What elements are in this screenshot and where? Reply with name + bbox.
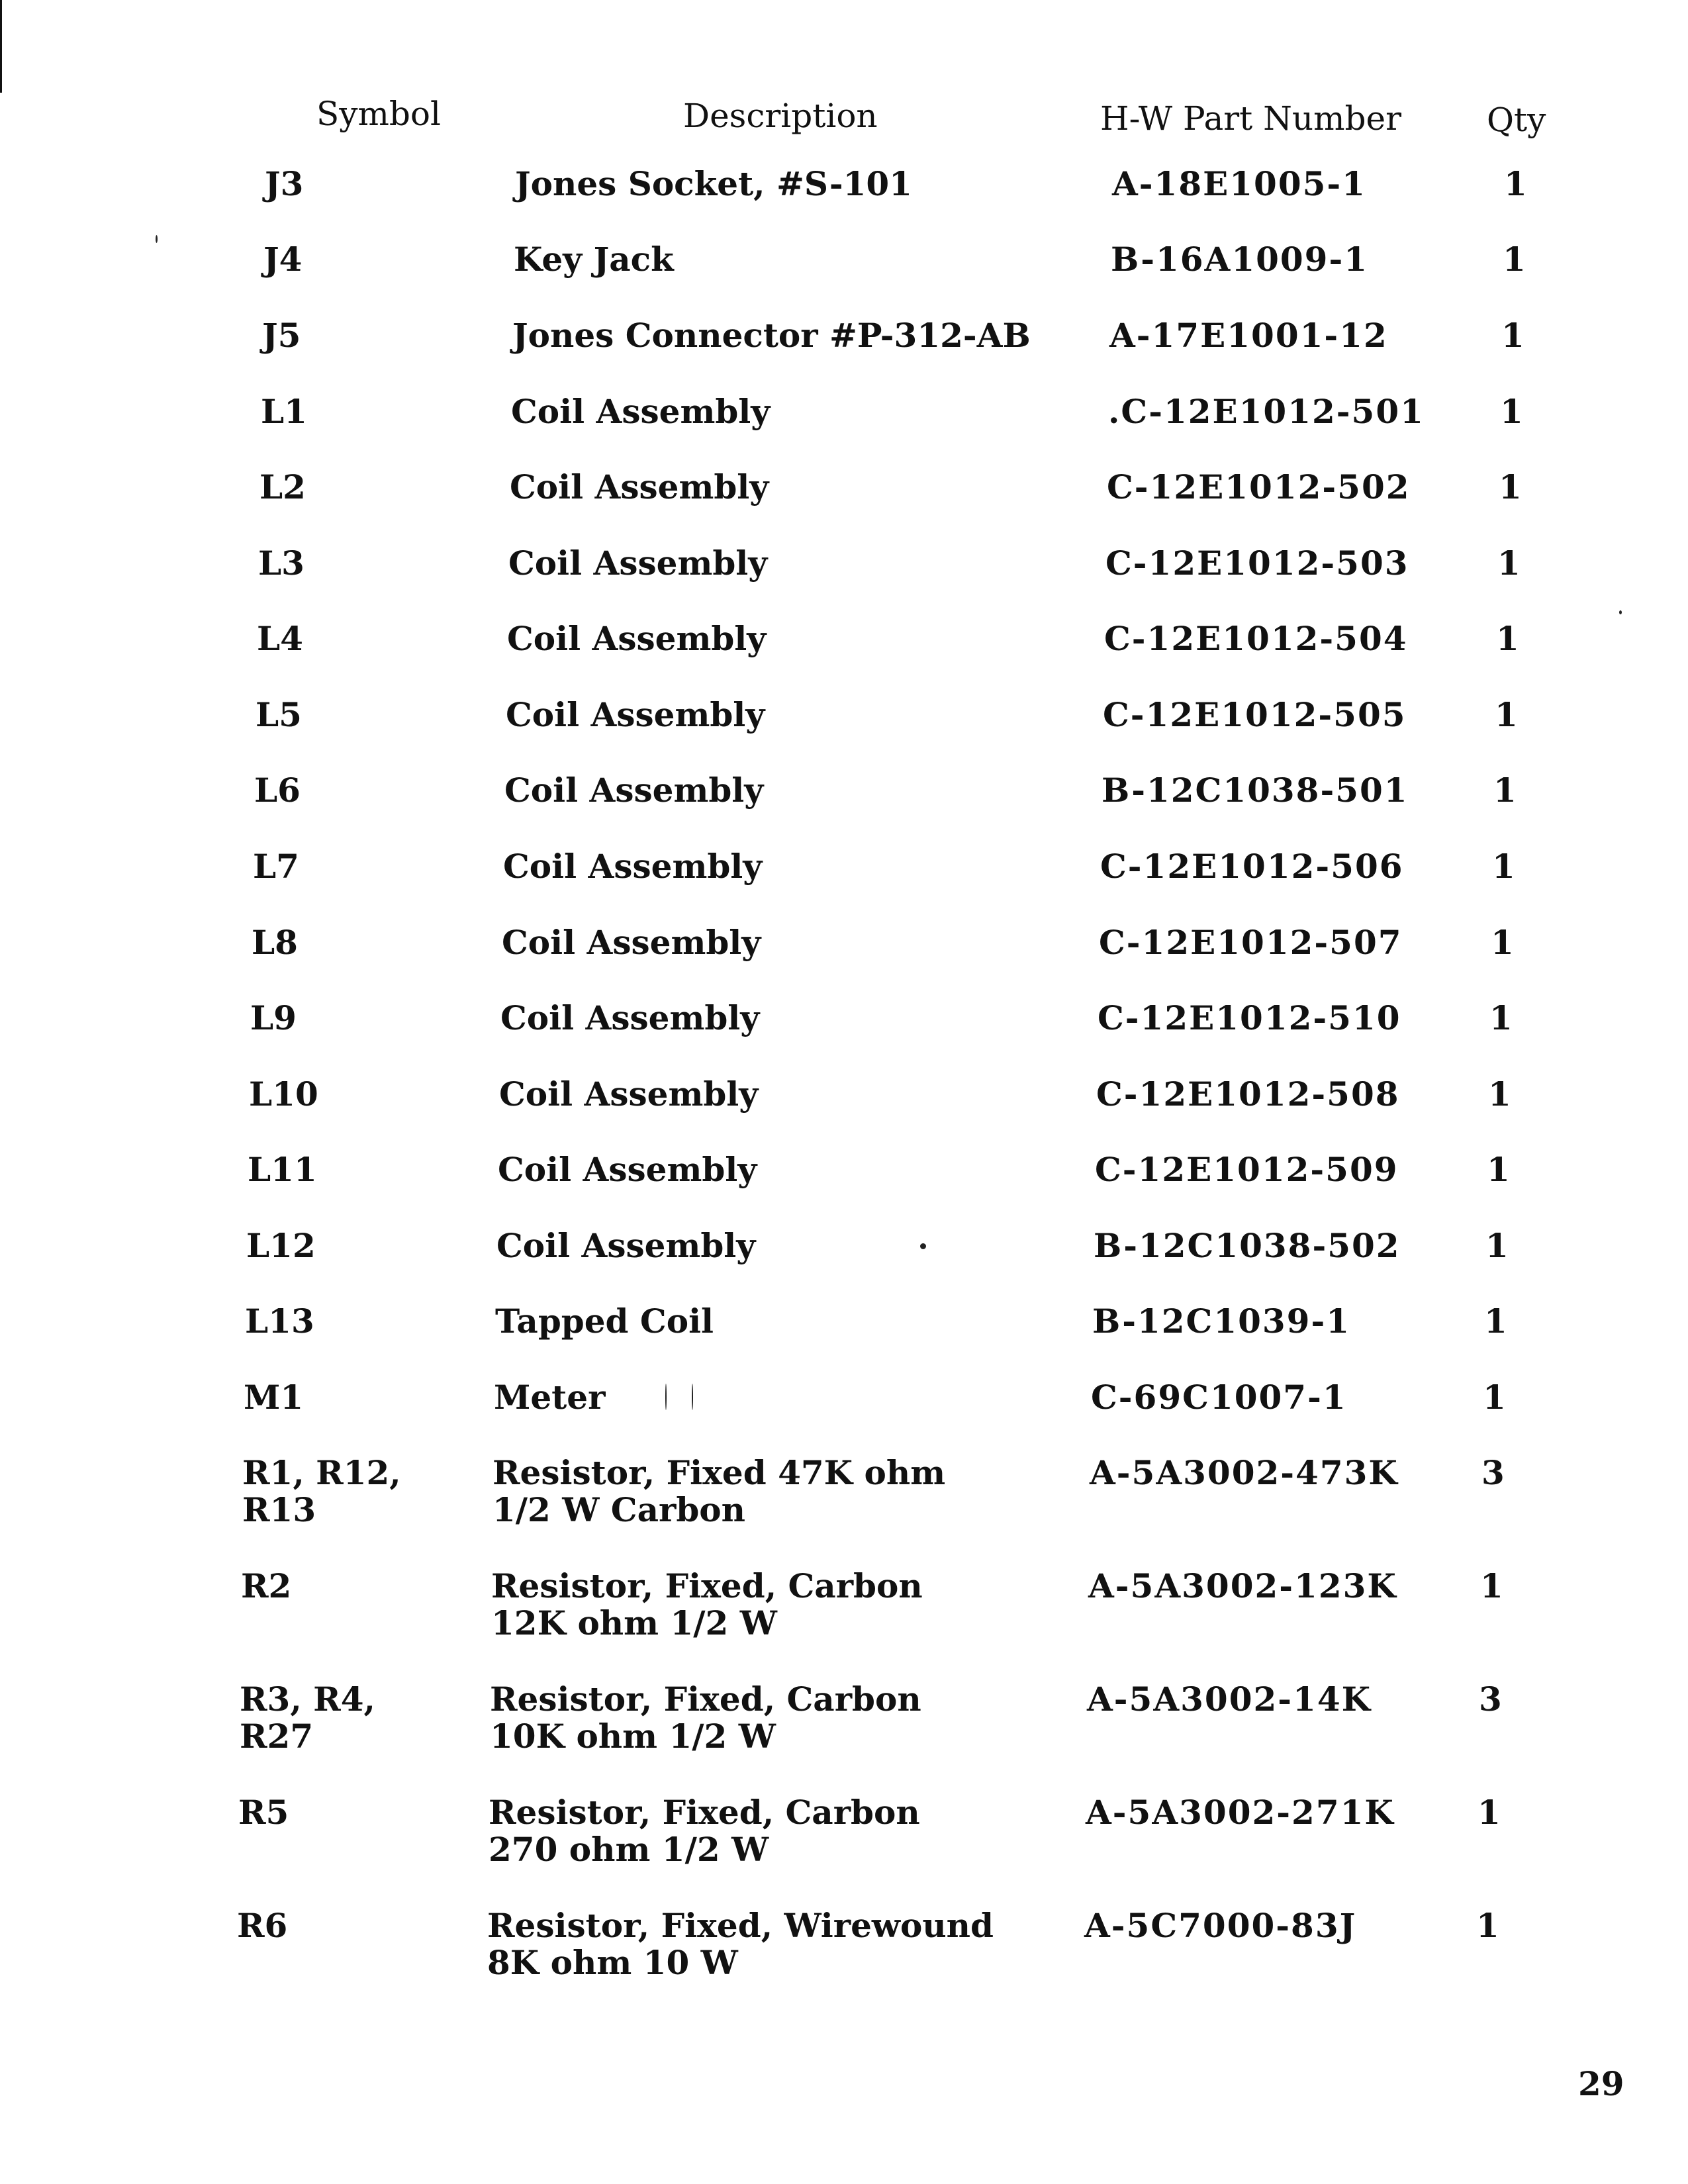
description-cell <box>492 1454 945 1529</box>
description-cell <box>514 241 674 278</box>
symbol-cell-line: L9 <box>250 998 297 1037</box>
description-cell <box>512 317 1031 354</box>
part-number-cell: C-69C1007-1 <box>1091 1378 1347 1417</box>
description-cell-line: Coil Assembly <box>502 923 761 962</box>
table-row <box>0 469 1688 542</box>
description-cell <box>504 772 763 809</box>
description-cell-line: 10K ohm 1/2 W <box>490 1717 776 1756</box>
description-cell-line: 8K ohm 10 W <box>487 1943 738 1982</box>
description-cell-line: Coil Assembly <box>511 392 771 431</box>
description-cell-line: 1/2 W Carbon <box>492 1490 746 1529</box>
symbol-cell-line: R27 <box>240 1717 314 1756</box>
symbol-cell <box>246 1227 316 1264</box>
description-cell-line: Resistor, Fixed, Wirewound <box>487 1906 994 1945</box>
description-cell <box>510 469 769 506</box>
symbol-cell <box>258 545 305 582</box>
part-number-cell: C-12E1012-502 <box>1107 467 1411 506</box>
description-cell <box>511 393 770 430</box>
description-cell-line: Coil Assembly <box>504 771 764 810</box>
description-cell <box>500 1000 759 1037</box>
table-row <box>0 241 1688 314</box>
qty-cell: 1 <box>1476 1906 1499 1945</box>
symbol-cell-line: J5 <box>262 316 301 355</box>
symbol-cell <box>250 1000 297 1037</box>
part-number-cell: C-12E1012-504 <box>1104 619 1408 658</box>
symbol-cell <box>263 241 302 278</box>
symbol-cell <box>253 848 299 885</box>
table-row <box>0 166 1688 238</box>
description-cell-line: Jones Connector #P-312-AB <box>512 316 1031 355</box>
header-part-number: H-W Part Number <box>1100 99 1402 138</box>
table-row <box>0 1000 1688 1072</box>
description-cell <box>496 1227 755 1264</box>
symbol-cell <box>241 1568 291 1605</box>
symbol-cell <box>254 772 301 809</box>
symbol-cell-line: R1, R12, <box>242 1453 401 1492</box>
qty-cell: 1 <box>1504 164 1527 203</box>
part-number-cell: C-12E1012-506 <box>1100 847 1404 886</box>
description-cell <box>506 696 765 734</box>
description-cell-line: 270 ohm 1/2 W <box>489 1830 769 1869</box>
symbol-cell <box>259 469 306 506</box>
part-number-cell: A-5A3002-14K <box>1087 1680 1372 1719</box>
qty-cell: 1 <box>1501 316 1524 355</box>
description-cell-line: Coil Assembly <box>496 1226 756 1265</box>
part-number-cell: A-5A3002-123K <box>1088 1566 1397 1605</box>
description-cell-line: Resistor, Fixed, Carbon <box>490 1680 921 1719</box>
symbol-cell-line: R2 <box>241 1566 292 1605</box>
qty-cell: 1 <box>1480 1566 1503 1605</box>
page-number: 29 <box>1578 2064 1624 2103</box>
description-cell-line: Coil Assembly <box>499 1074 759 1114</box>
qty-cell: 1 <box>1492 847 1515 886</box>
table-row <box>0 1379 1688 1452</box>
description-cell <box>495 1303 714 1340</box>
table-row <box>0 1227 1688 1300</box>
qty-cell: 3 <box>1481 1453 1505 1492</box>
symbol-cell <box>265 166 303 203</box>
symbol-cell-line: L2 <box>259 467 306 506</box>
header-description: Description <box>683 97 878 135</box>
table-row <box>0 393 1688 466</box>
qty-cell: 1 <box>1484 1302 1507 1341</box>
symbol-cell-line: R5 <box>238 1793 289 1832</box>
symbol-cell <box>252 924 298 961</box>
part-number-cell: A-5C7000-83J <box>1084 1906 1357 1945</box>
scan-speck <box>156 235 158 243</box>
description-cell-line: Resistor, Fixed, Carbon <box>489 1793 920 1832</box>
part-number-cell: B-12C1039-1 <box>1092 1302 1351 1341</box>
description-cell-line: Key Jack <box>514 240 674 279</box>
part-number-cell: B-12C1038-501 <box>1102 771 1409 810</box>
symbol-cell <box>262 317 301 354</box>
symbol-cell <box>238 1794 289 1831</box>
table-row <box>0 545 1688 618</box>
description-cell <box>507 620 766 657</box>
symbol-cell-line: M1 <box>244 1378 304 1417</box>
symbol-cell <box>248 1151 317 1188</box>
description-cell <box>502 924 761 961</box>
table-row <box>0 1907 1688 1980</box>
qty-cell: 1 <box>1477 1793 1501 1832</box>
description-cell-line: Coil Assembly <box>506 695 765 734</box>
qty-cell: 1 <box>1497 544 1521 583</box>
table-row <box>0 1303 1688 1376</box>
description-cell <box>499 1076 758 1113</box>
symbol-cell-line: L13 <box>245 1302 314 1341</box>
qty-cell: 1 <box>1503 240 1526 279</box>
part-number-cell: .C-12E1012-501 <box>1108 392 1425 431</box>
qty-cell: 1 <box>1493 771 1517 810</box>
symbol-cell <box>244 1379 303 1416</box>
part-number-cell: C-12E1012-503 <box>1105 544 1409 583</box>
symbol-cell-line: L5 <box>256 695 302 734</box>
symbol-cell-line: L4 <box>257 619 303 658</box>
part-number-cell: A-17E1001-12 <box>1109 316 1388 355</box>
scan-speck <box>665 1384 667 1410</box>
description-cell <box>489 1794 920 1868</box>
table-row <box>0 620 1688 693</box>
symbol-cell <box>257 620 303 657</box>
description-cell <box>503 848 762 885</box>
header-qty: Qty <box>1487 101 1546 139</box>
qty-cell: 3 <box>1479 1680 1502 1719</box>
part-number-cell: C-12E1012-505 <box>1103 695 1407 734</box>
description-cell-line: Jones Socket, #S-101 <box>515 164 912 203</box>
symbol-cell-line: L3 <box>258 544 305 583</box>
scan-edge-mark <box>0 0 2 93</box>
qty-cell: 1 <box>1487 1150 1510 1189</box>
symbol-cell-line: L12 <box>246 1226 316 1265</box>
description-cell-line: Resistor, Fixed, Carbon <box>491 1566 923 1605</box>
symbol-cell-line: L8 <box>252 923 298 962</box>
description-cell-line: Coil Assembly <box>507 619 767 658</box>
symbol-cell <box>256 696 302 734</box>
description-cell-line: Coil Assembly <box>510 467 769 506</box>
description-cell-line: Tapped Coil <box>495 1302 714 1341</box>
symbol-cell-line: R6 <box>237 1906 288 1945</box>
part-number-cell: A-5A3002-271K <box>1086 1793 1395 1832</box>
description-cell <box>487 1907 994 1981</box>
qty-cell: 1 <box>1495 695 1518 734</box>
symbol-cell-line: R3, R4, <box>240 1680 375 1719</box>
description-cell-line: Coil Assembly <box>498 1150 757 1189</box>
description-cell <box>508 545 767 582</box>
table-row <box>0 1151 1688 1224</box>
description-cell-line: Coil Assembly <box>500 998 760 1037</box>
table-row <box>0 317 1688 390</box>
qty-cell: 1 <box>1499 467 1522 506</box>
symbol-cell <box>261 393 307 430</box>
part-number-cell: A-18E1005-1 <box>1112 164 1366 203</box>
symbol-cell-line: L11 <box>248 1150 317 1189</box>
description-cell-line: Coil Assembly <box>503 847 763 886</box>
symbol-cell <box>242 1454 401 1529</box>
table-row <box>0 772 1688 845</box>
table-row <box>0 924 1688 997</box>
part-number-cell: B-12C1038-502 <box>1094 1226 1401 1265</box>
table-row <box>0 1454 1688 1527</box>
table-row <box>0 1681 1688 1754</box>
qty-cell: 1 <box>1500 392 1523 431</box>
description-cell <box>490 1681 921 1755</box>
symbol-cell-line: R13 <box>242 1490 316 1529</box>
symbol-cell-line: L1 <box>261 392 307 431</box>
qty-cell: 1 <box>1496 619 1519 658</box>
table-row <box>0 1076 1688 1149</box>
qty-cell: 1 <box>1491 923 1514 962</box>
scan-speck <box>920 1243 926 1249</box>
symbol-cell-line: J3 <box>265 164 304 203</box>
description-cell <box>515 166 912 203</box>
part-number-cell: B-16A1009-1 <box>1111 240 1369 279</box>
qty-cell: 1 <box>1485 1226 1509 1265</box>
description-cell-line: Meter <box>494 1378 606 1417</box>
part-number-cell: C-12E1012-510 <box>1098 998 1401 1037</box>
symbol-cell-line: J4 <box>263 240 303 279</box>
table-row <box>0 848 1688 921</box>
part-number-cell: C-12E1012-507 <box>1099 923 1403 962</box>
symbol-cell-line: L10 <box>249 1074 318 1114</box>
symbol-cell-line: L7 <box>253 847 299 886</box>
part-number-cell: C-12E1012-508 <box>1096 1074 1400 1114</box>
scan-speck <box>1619 610 1622 614</box>
symbol-cell <box>237 1907 287 1944</box>
qty-cell: 1 <box>1489 998 1513 1037</box>
table-row <box>0 696 1688 769</box>
header-symbol: Symbol <box>316 95 442 133</box>
description-cell <box>491 1568 923 1642</box>
symbol-cell <box>245 1303 314 1340</box>
part-number-cell: A-5A3002-473K <box>1090 1453 1399 1492</box>
qty-cell: 1 <box>1488 1074 1511 1114</box>
description-cell-line: 12K ohm 1/2 W <box>491 1603 777 1642</box>
description-cell-line: Coil Assembly <box>508 544 768 583</box>
table-row <box>0 1794 1688 1867</box>
scan-speck <box>692 1384 693 1410</box>
description-cell <box>494 1379 605 1416</box>
description-cell <box>498 1151 757 1188</box>
part-number-cell: C-12E1012-509 <box>1095 1150 1399 1189</box>
symbol-cell <box>249 1076 318 1113</box>
symbol-cell-line: L6 <box>254 771 301 810</box>
table-row <box>0 1568 1688 1640</box>
description-cell-line: Resistor, Fixed 47K ohm <box>492 1453 946 1492</box>
qty-cell: 1 <box>1483 1378 1506 1417</box>
symbol-cell <box>240 1681 375 1755</box>
